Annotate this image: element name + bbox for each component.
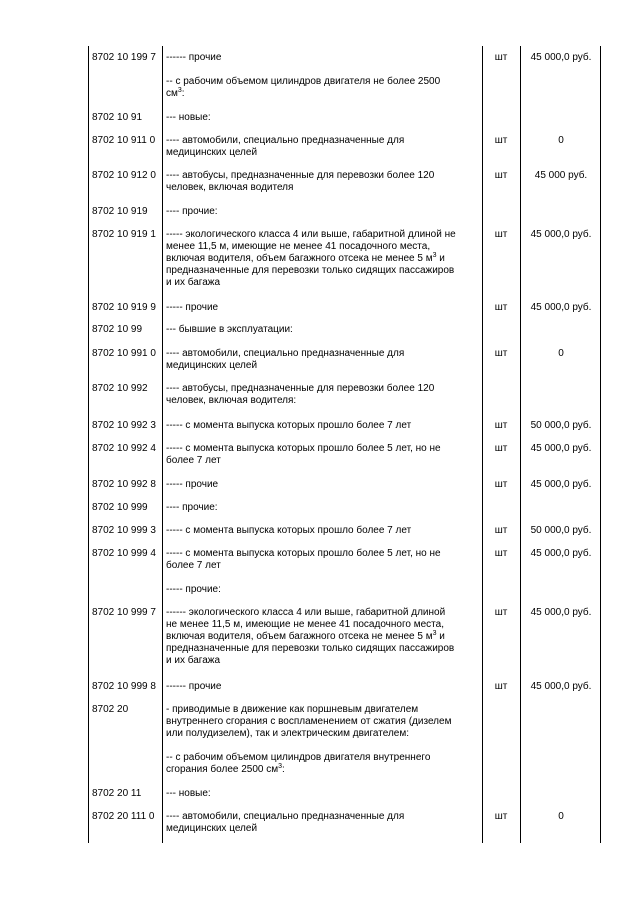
duty-rate: 45 000,0 руб. (530, 52, 592, 63)
unit-of-measure: шт (494, 479, 508, 490)
tariff-code: 8702 10 99 (92, 324, 143, 335)
duty-rate: 45 000,0 руб. (530, 443, 592, 454)
unit-of-measure: шт (494, 525, 508, 536)
duty-rate: 45 000 руб. (534, 170, 588, 181)
column-divider-unit (520, 46, 521, 843)
unit-of-measure: шт (494, 607, 508, 618)
description-line: ----- экологического класса 4 или выше, габаритной длиной не (166, 229, 456, 240)
duty-rate: 50 000,0 руб. (530, 420, 592, 431)
description-line: --- новые: (166, 112, 211, 123)
description-line: ----- с момента выпуска которых прошло более 5 лет, но не (166, 548, 441, 559)
unit-of-measure: шт (494, 170, 508, 181)
duty-rate: 45 000,0 руб. (530, 548, 592, 559)
tariff-code: 8702 10 919 9 (92, 302, 156, 313)
duty-rate: 45 000,0 руб. (530, 479, 592, 490)
description-line: сгорания более 2500 $см^3$: (166, 763, 285, 775)
description-line: ----- с момента выпуска которых прошло более 7 лет (166, 420, 412, 431)
duty-rate: 45 000,0 руб. (530, 607, 592, 618)
description-line: не менее 11,5 м, имеющие не менее 41 посадочного места, (166, 619, 444, 630)
description-line: --- новые: (166, 788, 211, 799)
duty-rate: 45 000,0 руб. (530, 681, 592, 692)
tariff-code: 8702 10 919 (92, 206, 148, 217)
duty-rate: 45 000,0 руб. (530, 229, 592, 240)
tariff-code: 8702 10 992 3 (92, 420, 156, 431)
description-line: медицинских целей (166, 147, 258, 158)
description-line: включая водителя, объем багажного отсека не менее 5 $м^3$ и (166, 630, 445, 642)
description-line: более 7 лет (166, 455, 221, 466)
unit-of-measure: шт (494, 229, 508, 240)
duty-rate: 45 000,0 руб. (530, 302, 592, 313)
description-line: ---- автобусы, предназначенные для перевозки более 120 (166, 383, 435, 394)
description-line: - приводимые в движение как поршневым двигателем (166, 704, 419, 715)
description-line: ----- с момента выпуска которых прошло более 5 лет, но не (166, 443, 441, 454)
description-line: внутреннего сгорания с воспламенением от сжатия (дизелем (166, 716, 452, 727)
tariff-code: 8702 20 (92, 704, 129, 715)
description-line: ----- прочие (166, 302, 219, 313)
tariff-code: 8702 10 912 0 (92, 170, 156, 181)
description-line: человек, включая водителя (166, 182, 294, 193)
description-line: и их багажа (166, 655, 221, 666)
description-line: ------ прочие (166, 681, 222, 692)
duty-rate: 50 000,0 руб. (530, 525, 592, 536)
unit-of-measure: шт (494, 420, 508, 431)
description-line: ---- автомобили, специально предназначенные для (166, 135, 405, 146)
tariff-code: 8702 10 999 8 (92, 681, 156, 692)
tariff-code: 8702 10 919 1 (92, 229, 156, 240)
unit-of-measure: шт (494, 52, 508, 63)
description-line: ---- автомобили, специально предназначенные для (166, 811, 405, 822)
description-line: ---- прочие: (166, 502, 218, 513)
description-line: -- с рабочим объемом цилиндров двигателя внутреннего (166, 752, 431, 763)
table-border-left (88, 46, 89, 843)
unit-of-measure: шт (494, 302, 508, 313)
description-line: или полудизелем), так и электрическим двигателем: (166, 728, 410, 739)
description-line: включая водителя, объем багажного отсека не менее 5 $м^3$ и (166, 252, 445, 264)
description-line: ----- прочие (166, 479, 219, 490)
description-line: ----- с момента выпуска которых прошло более 7 лет (166, 525, 412, 536)
column-divider-code (162, 46, 163, 843)
unit-of-measure: шт (494, 135, 508, 146)
description-line: -- с рабочим объемом цилиндров двигателя не более 2500 (166, 76, 441, 87)
tariff-code: 8702 10 999 3 (92, 525, 156, 536)
description-line: менее 11,5 м, имеющие не менее 41 посадочного места, (166, 241, 431, 252)
description-line: медицинских целей (166, 360, 258, 371)
description-line: $см^3$: (166, 87, 185, 99)
description-line: ----- прочие: (166, 584, 221, 595)
description-line: ---- автобусы, предназначенные для перевозки более 120 (166, 170, 435, 181)
tariff-code: 8702 20 11 (92, 788, 142, 799)
duty-rate: 0 (558, 135, 564, 146)
tariff-code: 8702 10 992 4 (92, 443, 156, 454)
tariff-code: 8702 10 992 8 (92, 479, 156, 490)
description-line: --- бывшие в эксплуатации: (166, 324, 293, 335)
tariff-code: 8702 10 999 (92, 502, 148, 513)
unit-of-measure: шт (494, 348, 508, 359)
description-line: предназначенные для перевозки только сидящих пассажиров (166, 265, 455, 276)
description-line: человек, включая водителя: (166, 395, 297, 406)
unit-of-measure: шт (494, 681, 508, 692)
tariff-code: 8702 10 199 7 (92, 52, 156, 63)
unit-of-measure: шт (494, 811, 508, 822)
tariff-code: 8702 10 999 4 (92, 548, 156, 559)
description-line: медицинских целей (166, 823, 258, 834)
tariff-code: 8702 10 992 (92, 383, 148, 394)
duty-rate: 0 (558, 348, 564, 359)
description-line: и их багажа (166, 277, 221, 288)
description-line: предназначенные для перевозки только сидящих пассажиров (166, 643, 455, 654)
unit-of-measure: шт (494, 548, 508, 559)
tariff-code: 8702 10 91 (92, 112, 143, 123)
table-border-right (600, 46, 601, 843)
description-line: ---- автомобили, специально предназначенные для (166, 348, 405, 359)
tariff-code: 8702 10 911 0 (92, 135, 156, 146)
description-line: более 7 лет (166, 560, 221, 571)
tariff-code: 8702 10 991 0 (92, 348, 156, 359)
description-line: ---- прочие: (166, 206, 218, 217)
description-line: ------ экологического класса 4 или выше, габаритной длиной (166, 607, 446, 618)
tariff-code: 8702 20 111 0 (92, 811, 155, 822)
unit-of-measure: шт (494, 443, 508, 454)
duty-rate: 0 (558, 811, 564, 822)
tariff-code: 8702 10 999 7 (92, 607, 156, 618)
description-line: ------ прочие (166, 52, 222, 63)
